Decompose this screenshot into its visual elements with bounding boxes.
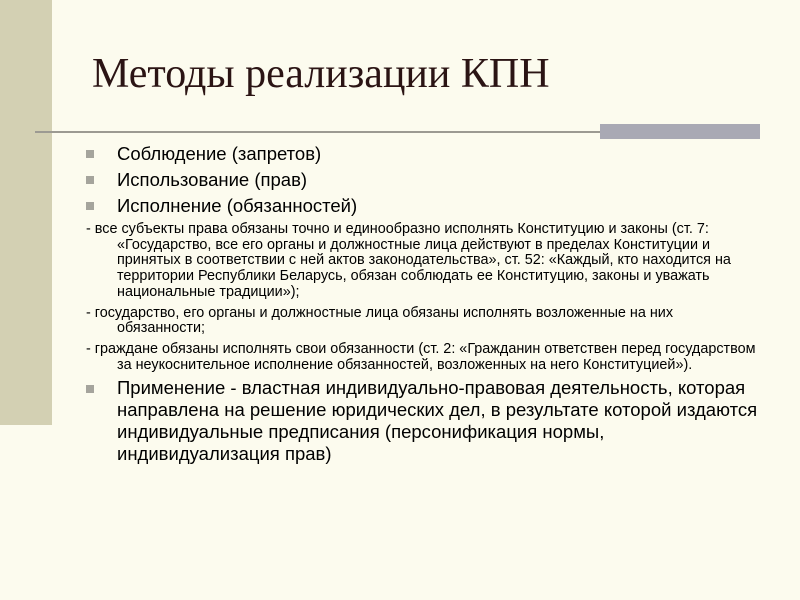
slide-content [86, 142, 761, 465]
title-divider-block [600, 124, 760, 139]
bullet-item [86, 142, 761, 166]
bullet-item [86, 377, 761, 465]
bullet-text: Применение - властная индивидуально-правовая деятельность, которая направлена на решение юридических дел, в результате которой издаются индивидуальные предписания (персонификация нормы, индивидуализация прав) [117, 377, 758, 465]
sub-item: - государство, его органы и должностные лица обязаны исполнять возложенные на них обязанности; [86, 304, 674, 337]
bullet-text: Соблюдение (запретов) [117, 143, 322, 164]
sub-item: - все субъекты права обязаны точно и единообразно исполнять Конституцию и законы (ст. 7: «Государство, все его органы и должностные лица действуют в пределах Конституции и принятых в соответствии с ней актов законодательства», ст. 52: «Каждый, кто находится на территории Республики Беларусь, обязан соблюдать ее Конституцию, законы и уважать национальные традиции»); [86, 221, 731, 300]
left-accent-bar [0, 0, 52, 425]
bullet-text: Исполнение (обязанностей) [117, 195, 358, 216]
square-bullet-icon [86, 150, 94, 158]
bullet-text: Использование (прав) [117, 169, 308, 190]
sub-item: - граждане обязаны исполнять свои обязанности (ст. 2: «Гражданин ответствен перед государством за неукоснительное исполнение обязанностей, возложенных на него Конституцией»). [86, 340, 756, 373]
title-divider-line [35, 131, 600, 133]
square-bullet-icon [86, 176, 94, 184]
slide-title: Методы реализации КПН [92, 51, 550, 97]
square-bullet-icon [86, 202, 94, 210]
square-bullet-icon [86, 385, 94, 393]
bullet-item [86, 168, 761, 192]
bullet-item [86, 194, 761, 218]
